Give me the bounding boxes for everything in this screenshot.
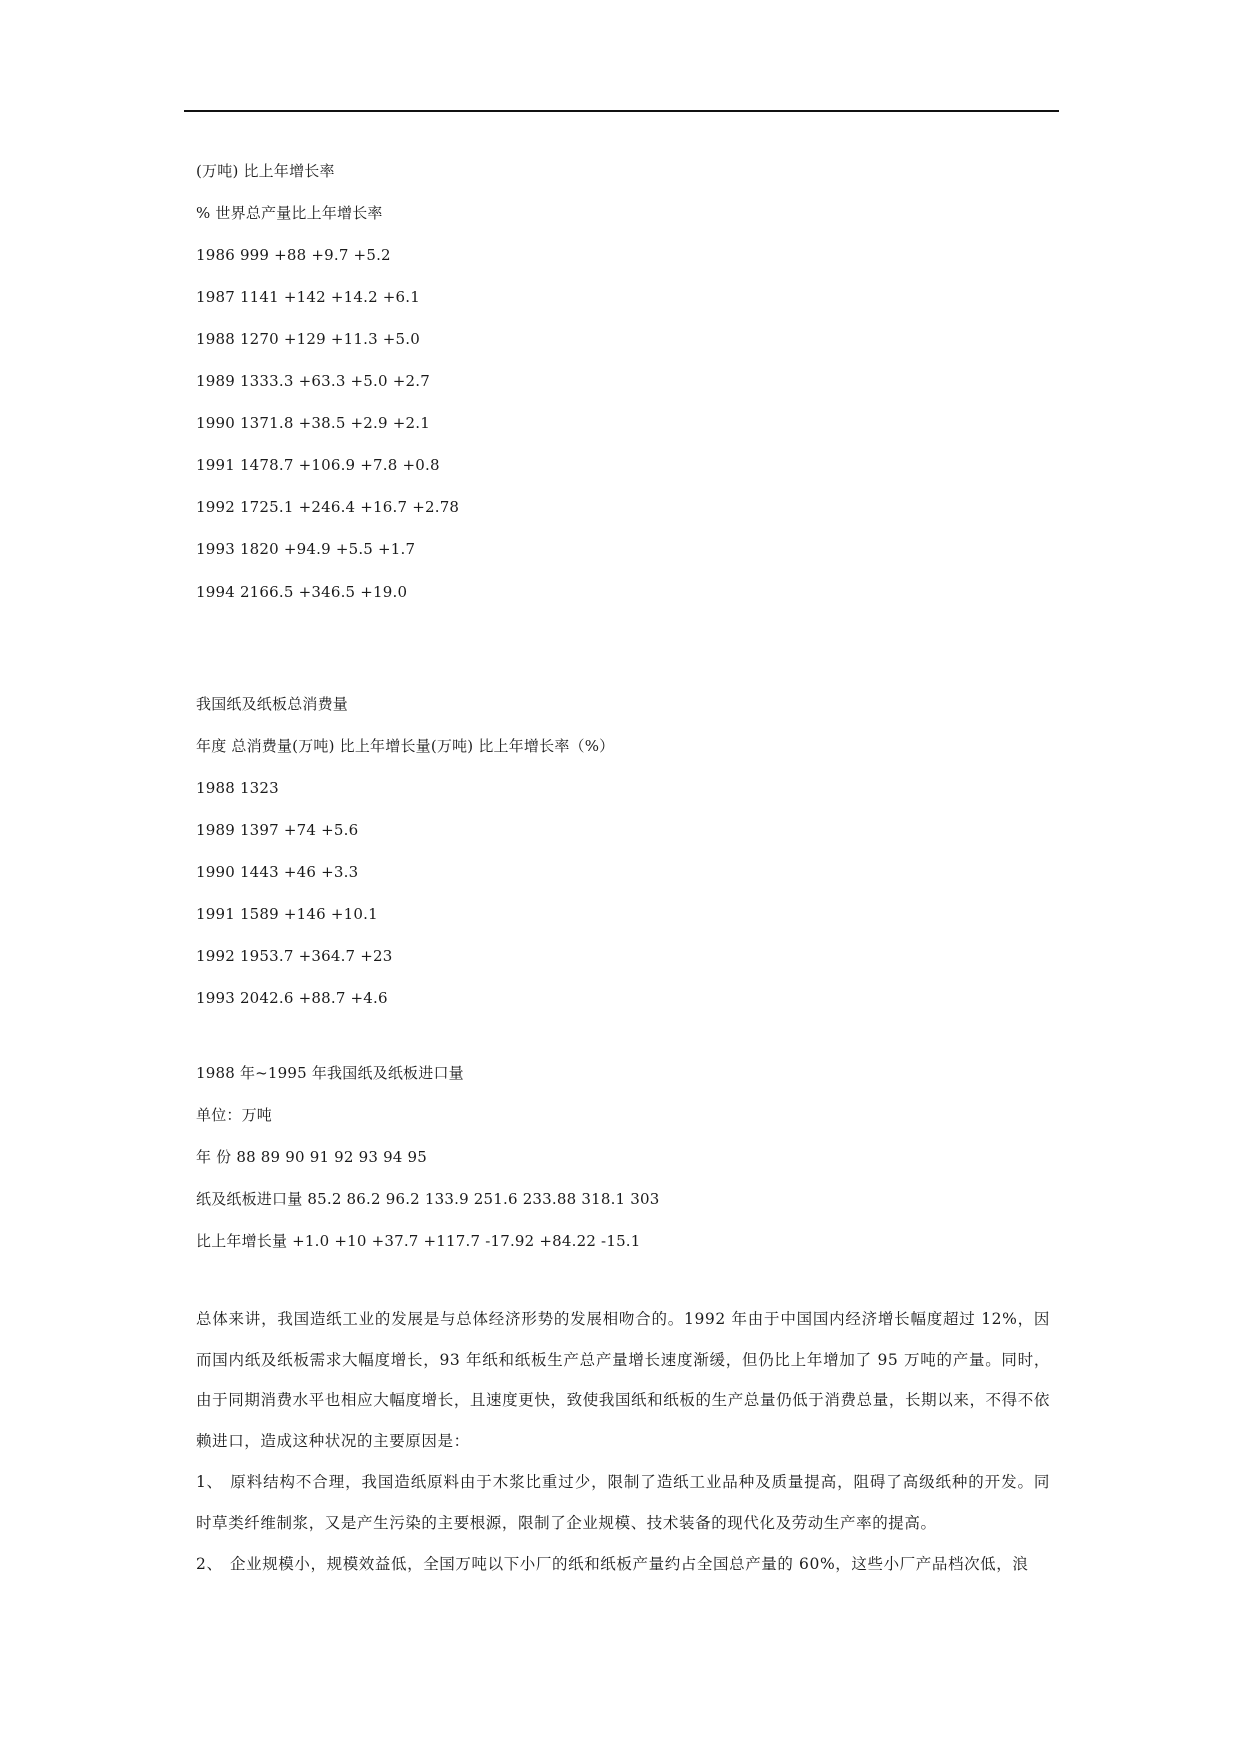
table1-row: 1990 1371.8 +38.5 +2.9 +2.1 (196, 414, 430, 432)
table3-years-row: 年 份 88 89 90 91 92 93 94 95 (196, 1148, 428, 1166)
table2-row: 1993 2042.6 +88.7 +4.6 (196, 989, 388, 1007)
table3-unit: 单位：万吨 (196, 1106, 273, 1124)
table1-row: 1988 1270 +129 +11.3 +5.0 (196, 330, 421, 348)
table2-row: 1991 1589 +146 +10.1 (196, 905, 378, 923)
table3-growth-row: 比上年增长量 +1.0 +10 +37.7 +117.7 -17.92 +84.22 -15.1 (196, 1232, 641, 1250)
list-item (196, 1462, 1050, 1543)
table1-header-line1: (万吨) 比上年增长率 (196, 162, 335, 180)
table2-header: 年度 总消费量(万吨) 比上年增长量(万吨) 比上年增长率（%） (196, 737, 615, 755)
list-item (196, 1544, 1050, 1584)
list-item-number: 2、 (196, 1555, 223, 1573)
summary-paragraph: 总体来讲，我国造纸工业的发展是与总体经济形势的发展相吻合的。1992 年由于中国国内经济增长幅度超过 12%，因而国内纸及纸板需求大幅度增长，93 年纸和纸板生产总产量增长速度渐缓，但仍比上年增加了 95 万吨的产量。同时，由于同期消费水平也相应大幅度增长，且速度更快，致使我国纸和纸板的生产总量仍低于消费总量，长期以来，不得不依赖进口，造成这种状况的主要原因是： (196, 1310, 1050, 1450)
table1-row: 1989 1333.3 +63.3 +5.0 +2.7 (196, 372, 430, 390)
table2-row: 1988 1323 (196, 779, 279, 797)
table2-row: 1990 1443 +46 +3.3 (196, 863, 359, 881)
table1-row: 1992 1725.1 +246.4 +16.7 +2.78 (196, 498, 460, 516)
list-item-number: 1、 (196, 1473, 223, 1491)
list-item-text: 企业规模小，规模效益低，全国万吨以下小厂的纸和纸板产量约占全国总产量的 60%，这些小厂产品档次低，浪 (230, 1555, 1029, 1573)
table1-row: 1991 1478.7 +106.9 +7.8 +0.8 (196, 456, 440, 474)
header-rule (184, 110, 1059, 112)
table1-row: 1987 1141 +142 +14.2 +6.1 (196, 288, 421, 306)
table2-row: 1992 1953.7 +364.7 +23 (196, 947, 393, 965)
table2-row: 1989 1397 +74 +5.6 (196, 821, 359, 839)
table1-row: 1993 1820 +94.9 +5.5 +1.7 (196, 540, 416, 558)
table2-title: 我国纸及纸板总消费量 (196, 695, 349, 713)
list-item-text: 原料结构不合理，我国造纸原料由于木浆比重过少，限制了造纸工业品种及质量提高，阻碍了高级纸种的开发。同时草类纤维制浆，又是产生污染的主要根源，限制了企业规模、技术装备的现代化及劳动生产率的提高。 (196, 1473, 1050, 1532)
table3-title: 1988 年~1995 年我国纸及纸板进口量 (196, 1064, 464, 1082)
table1-row: 1994 2166.5 +346.5 +19.0 (196, 583, 408, 601)
table3-import-row: 纸及纸板进口量 85.2 86.2 96.2 133.9 251.6 233.88 318.1 303 (196, 1190, 660, 1208)
table1-row: 1986 999 +88 +9.7 +5.2 (196, 246, 391, 264)
table1-header-line2: % 世界总产量比上年增长率 (196, 204, 383, 222)
